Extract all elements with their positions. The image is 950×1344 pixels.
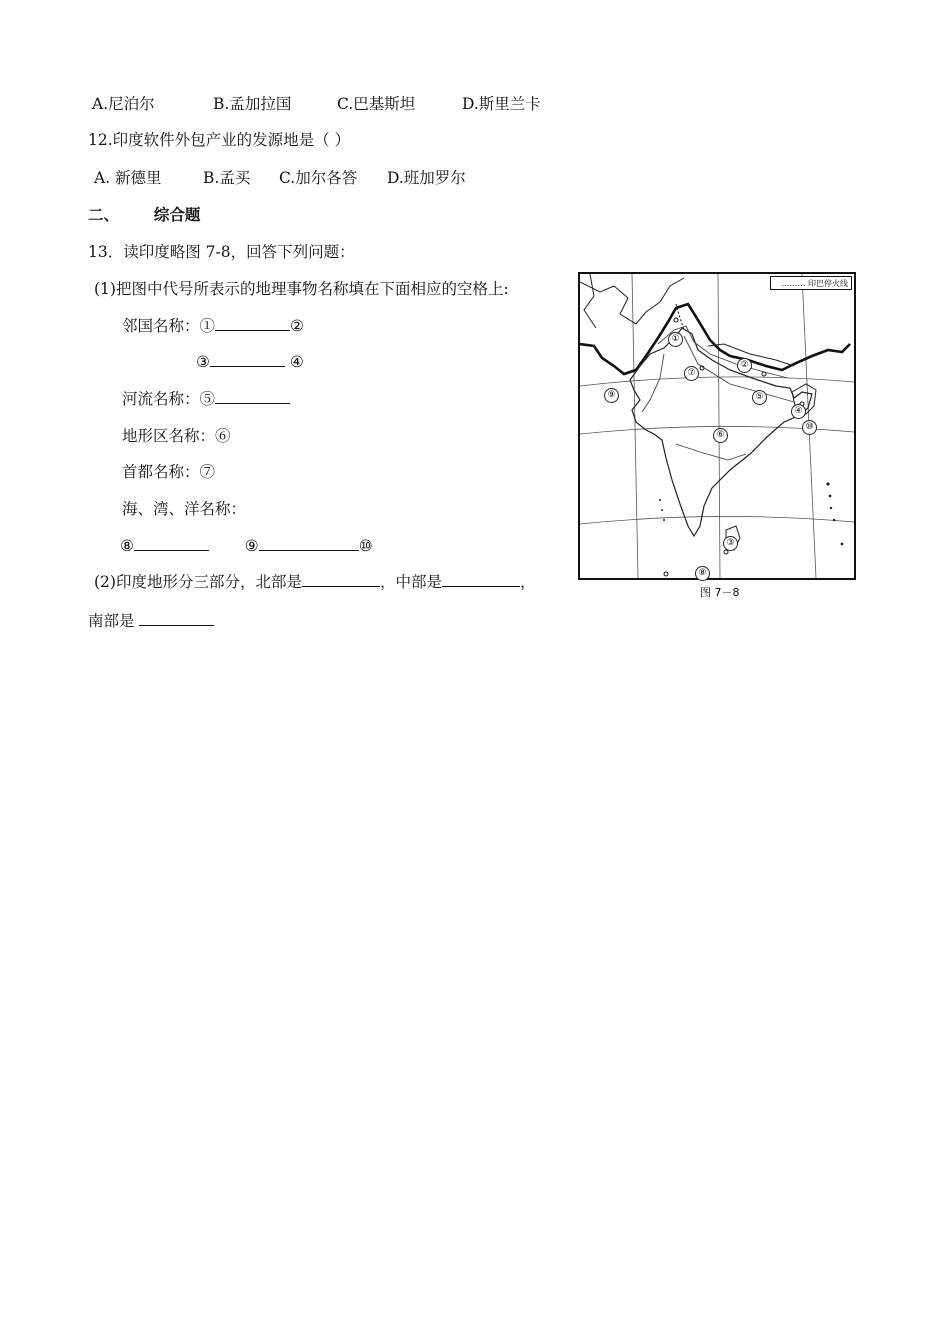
river-label: 河流名称：⑤ (122, 390, 216, 408)
map-marker-5: ⑤ (752, 390, 767, 405)
q11-option-a: A.尼泊尔 (92, 95, 155, 113)
section-title: 综合题 (153, 206, 201, 224)
section-heading (88, 203, 200, 225)
q11-option-d: D.斯里兰卡 (462, 95, 541, 113)
part2-south: 南部是 (88, 612, 140, 630)
marker-10-label: ⑩ (358, 537, 373, 555)
sea-label: 海、湾、洋名称： (122, 500, 247, 518)
map-caption: 图 7－8 (700, 586, 740, 599)
map-legend: ……… 印巴停火线 (770, 276, 852, 290)
capital-label: 首都名称：⑦ (122, 463, 216, 481)
blank-middle[interactable] (442, 570, 520, 587)
map-marker-3: ③ (723, 536, 738, 551)
india-map (578, 272, 856, 580)
map-marker-7: ⑦ (684, 366, 699, 381)
q12-option-d: D.班加罗尔 (387, 169, 466, 187)
sea-row (122, 497, 246, 519)
marker-2-label: ② (290, 317, 304, 335)
q11-option-b: B.孟加拉国 (213, 95, 292, 113)
sea-blanks-row (120, 534, 373, 555)
q13-part1: (1)把图中代号所表示的地理事物名称填在下面相应的空格上: (94, 280, 509, 298)
map-marker-4: ④ (791, 404, 806, 419)
part2-middle: ，中部是 (379, 573, 442, 591)
blank-south[interactable] (139, 609, 214, 626)
blank-1[interactable] (215, 314, 290, 331)
landform-row (122, 424, 231, 446)
map-marker-10: ⑩ (802, 420, 817, 435)
landform-label: 地形区名称：⑥ (122, 427, 231, 445)
q13-stem: 13．读印度略图 7-8，回答下列问题： (88, 243, 355, 261)
q12-stem: 12.印度软件外包产业的发源地是（ ） (88, 131, 351, 149)
blank-8[interactable] (134, 534, 209, 551)
capital-row (122, 460, 215, 482)
q12-option-b: B.孟买 (203, 169, 251, 187)
q12-option-c: C.加尔各答 (279, 169, 358, 187)
q11-option-c: C.巴基斯坦 (337, 95, 416, 113)
map-marker-9: ⑨ (604, 388, 619, 403)
blank-9[interactable] (259, 534, 359, 551)
part2-north: (2)印度地形分三部分，北部是 (94, 573, 302, 591)
blank-5[interactable] (215, 387, 290, 404)
marker-4-label: ④ (289, 353, 304, 371)
blank-3[interactable] (210, 350, 285, 367)
section-number: 二、 (88, 206, 120, 224)
neighbor-row-2 (196, 350, 304, 371)
marker-3-label: ③ (196, 353, 210, 371)
q12-option-a: A. 新德里 (94, 169, 162, 187)
part2-comma: ， (519, 573, 536, 591)
map-marker-1: ① (668, 332, 683, 347)
q13-part2-line1 (94, 570, 536, 592)
map-marker-2: ② (737, 358, 752, 373)
marker-8-label: ⑧ (120, 537, 134, 555)
map-marker-6: ⑥ (713, 428, 728, 443)
blank-north[interactable] (302, 570, 380, 587)
q13-part2-line2 (88, 609, 214, 631)
neighbor-label: 邻国名称：① (122, 317, 216, 335)
map-marker-8: ⑧ (695, 566, 710, 581)
marker-9-label: ⑨ (244, 537, 259, 555)
river-row (122, 387, 290, 409)
neighbor-row-1 (122, 314, 304, 336)
